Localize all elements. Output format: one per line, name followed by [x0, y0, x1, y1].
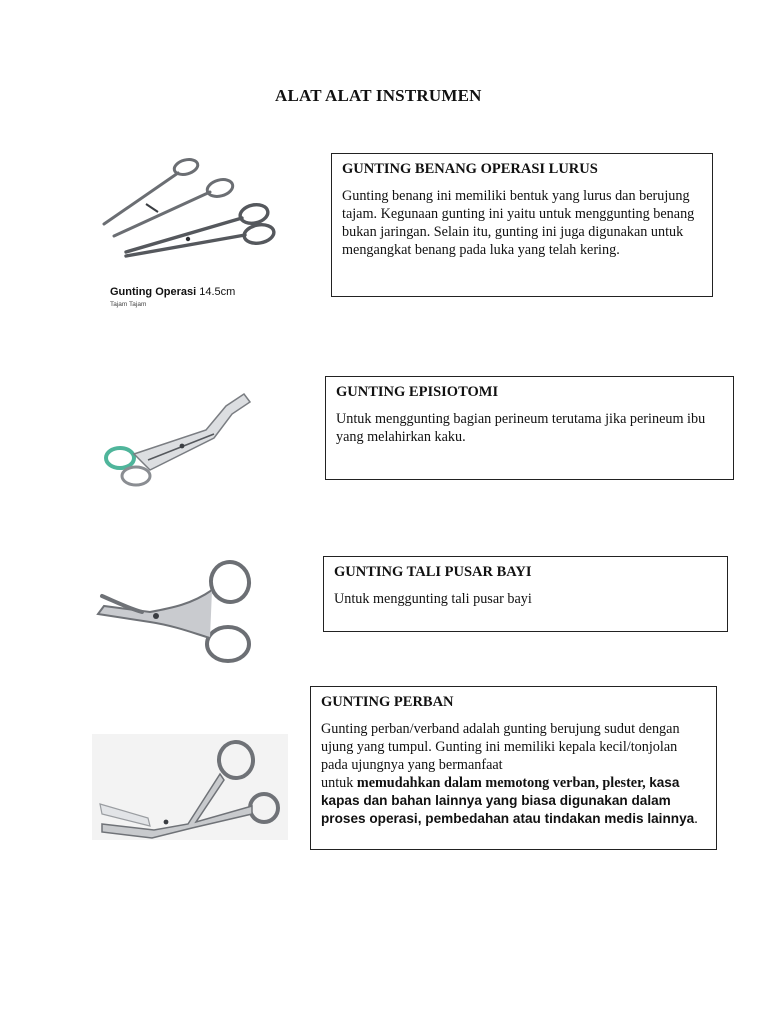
description-end: .: [694, 811, 698, 827]
instrument-card-gunting-episiotomi: [325, 376, 734, 480]
umbilical-scissors-image: [92, 556, 258, 670]
card-title: GUNTING PERBAN: [321, 694, 454, 710]
surgical-scissors-image: [96, 152, 286, 314]
card-description: Gunting benang ini memiliki bentuk yang lurus dan berujung tajam. Kegunaan gunting ini yaitu untuk menggunting benang bukan jaringan. Selain itu, gunting ini juga digunakan untuk mengangkat benang pada luka yang telah kering.: [342, 188, 695, 258]
episiotomy-scissors-image: [96, 388, 258, 492]
card-title: GUNTING BENANG OPERASI LURUS: [342, 161, 598, 177]
card-title: GUNTING TALI PUSAR BAYI: [334, 564, 532, 580]
description-intro: Gunting perban/verband adalah gunting berujung sudut dengan ujung yang tumpul. Gunting ini memiliki kepala kecil/tonjolan pada ujungnya yang bermanfaat: [321, 721, 680, 773]
card-description: Untuk menggunting bagian perineum terutama jika perineum ibu yang melahirkan kaku.: [336, 411, 706, 445]
instrument-card-gunting-benang: [331, 153, 713, 297]
image-caption: Gunting Operasi 14.5cm: [110, 286, 236, 298]
page-title: ALAT ALAT INSTRUMEN: [275, 86, 482, 105]
description-highlight: memudahkan dalam memotong verban, plester,: [356, 775, 646, 791]
card-description: [321, 720, 706, 828]
description-lead: untuk: [321, 775, 357, 791]
image-caption-sub: Tajam Tajam: [110, 301, 147, 308]
instrument-card-gunting-tali-pusar: [323, 556, 728, 632]
bandage-scissors-image: [92, 734, 288, 840]
instrument-card-gunting-perban: [310, 686, 717, 850]
card-title: GUNTING EPISIOTOMI: [336, 384, 499, 400]
card-description: Untuk menggunting tali pusar bayi: [334, 591, 532, 607]
description-highlight-cont: kasa kapas dan bahan lainnya yang biasa digunakan dalam proses operasi, pembedahan atau tindakan medis lainnya: [321, 775, 695, 826]
